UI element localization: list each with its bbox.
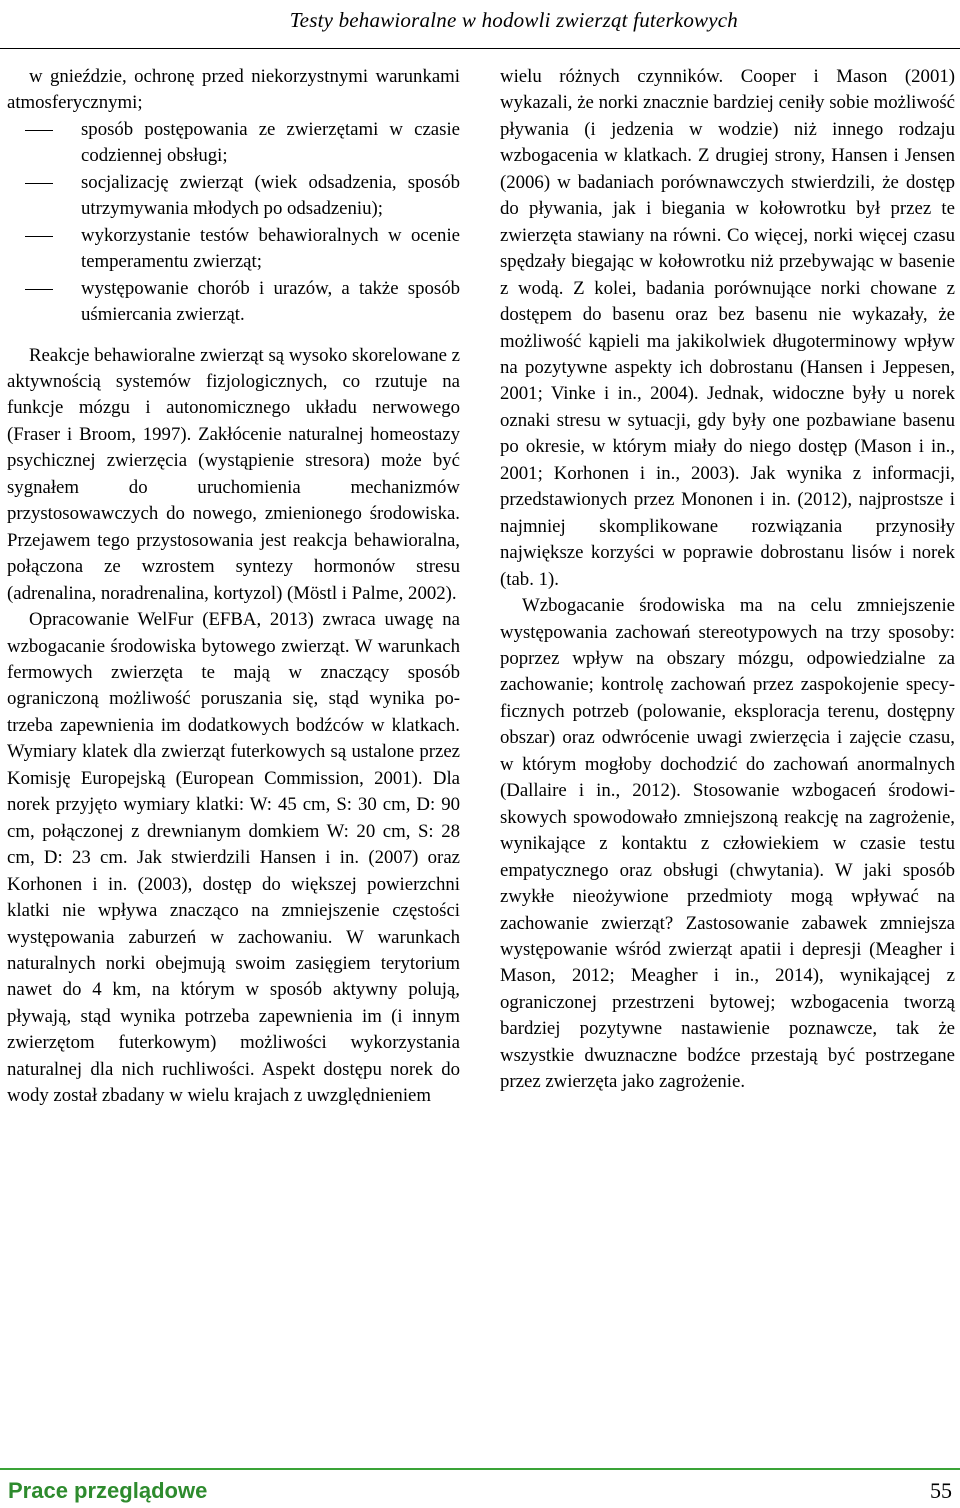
- bullet-list: [7, 117, 460, 329]
- left-column: [7, 64, 460, 1110]
- paragraph: wielu różnych czynników. Cooper i Mason (2001) wykazali, że norki znacznie bardziej ceniły sobie możliwość pływania (i jedzenia w wodzie) niż innego rodzaju wzbogacenia w klatkach. Z drugiej strony, Hansen i Jensen (2006) w badaniach porównawczych stwierdzili, że dostęp do pływania, jak i biegania w kołowrotku był przez te zwierzęta stawiany na równi. Co więcej, norki więcej czasu spędzały biegając w kołowrotku niż przebywając w basenie z wodą. Z kolei, badania porównujące norki chowane z dostępem do basenu oraz bez basenu nie wykazały, że możliwość kąpieli ma jakikolwiek długoterminowy wpływ na pozytywne aspekty ich dobrostanu (Hansen i Jeppesen, 2001; Vinke i in., 2004). Jednak, widoczne były u norek oznaki stresu w sytuacji, gdy były one pozbawiane basenu po okresie, w którym miały do niego dostęp (Mason i in., 2001; Korhonen i in., 2003). Jak wynika z informacji, przedstawionych przez Mononen i in. (2012), najprostsze i najmniej skomplikowane rozwiązania przynosiły największe korzyści w poprawie dobrostanu lisów i norek (tab. 1).: [500, 66, 955, 590]
- bullet-item: występowanie chorób i urazów, a także sposób uśmiercania zwierząt.: [81, 276, 460, 329]
- right-column: [500, 64, 955, 1096]
- paragraph: Reakcje behawioralne zwierząt są wysoko skorelowane z aktywnością systemów fizjologicznych, co rzutuje na funkcje mózgu i autonomicznego układu nerwowego (Fraser i Broom, 1997). Zakłócenie naturalnej homeostazy psychicznej zwierzęcia (wystąpienie stresora) może być sygnałem do uruchomienia mechanizmów przystosowawczych do nowego, zmienionego środowiska. Przejawem tego przystosowania jest reakcja behawioralna, połączona ze wzrostem syntezy hormonów stresu (adrenalina, noradrenalina, kortyzol) (Möstl i Palme, 2002).: [7, 344, 460, 604]
- section-label: Prace przeglądowe: [8, 1478, 208, 1503]
- bullet-continuation: w gnieździe, ochronę przed niekorzystnymi warunkami atmosferycznymi;: [7, 66, 460, 114]
- bullet-item: sposób postępowania ze zwierzętami w czasie codziennej obsługi;: [81, 117, 460, 170]
- bullet-item: wykorzystanie testów behawioralnych w ocenie temperamentu zwierząt;: [81, 223, 460, 276]
- journal-article-title: Testy behawioralne w hodowli zwierząt futerkowych: [289, 8, 738, 32]
- bullet-item: socjalizację zwierząt (wiek odsadzenia, sposób utrzymywania młodych po odsadzeniu);: [81, 170, 460, 223]
- paragraph: Wzbogacanie środowiska ma na celu zmniejszenie występowania zachowań stereotypowych na trzy sposoby: poprzez wpływ na obszary mózgu, odpowiedzialne za zachowanie; kontrolę zachowań przez zaspokojenie specyficznych potrzeb (polowanie, eksploracja terenu, dostępny obszar) oraz odwrócenie uwagi zwierzęcia i zajęcie czasu, w którym mogłoby dochodzić do zachowań anormalnych (Dallaire i in., 2012). Stosowanie wzbogaceń środowiskowych spowodowało zmniejszoną reakcję na zagrożenie, wynikające z kontaktu z człowiekiem w czasie testu empatycznego oraz obsługi (chwytania). W jaki sposób zwykłe nieożywione przedmioty mogą wpływać na zachowanie zwierząt? Zastosowanie zabawek zmniejsza występowanie wśród zwierząt apatii i depresji (Meagher i Mason, 2012; Meagher i in., 2014), wynikającej z ograniczonej przestrzeni bytowej; wzbogacenia tworzą bardziej pozytywne nastawienie poznawcze, tak że wszystkie dwuznaczne bodźce przestają być postrzegane przez zwierzęta jako zagrożenie.: [500, 595, 955, 1093]
- running-header: [0, 0, 960, 49]
- paragraph: Opracowanie WelFur (EFBA, 2013) zwraca uwagę na wzbogacanie środowiska bytowego zwierząt. W warunkach fermowych zwierzęta te mają w znaczący sposób ograniczoną możliwość poruszania się, stąd wynika potrzeba zapewnienia im dodatkowych bodźców w klatkach. Wymiary klatek dla zwierząt futerkowych są ustalone przez Komisję Europejską (European Commission, 2001). Dla norek przyjęto wymiary klatki: W: 45 cm, S: 30 cm, D: 90 cm, połączonej z drewnianym domkiem W: 20 cm, S: 28 cm, D: 23 cm. Jak stwierdzili Hansen i in. (2007) oraz Korhonen i in. (2003), dostęp do większej powierzchni klatki nie wpływa znacząco na zmniejszenie częstości występowania zaburzeń w zachowaniu. W warunkach naturalnych norki obejmują swoim zasięgiem terytorium nawet do 4 km, na którym w sposób aktywny polują, pływają, stąd wynika potrzeba zapewnienia im (i innym zwierzętom futerkowym) możliwości wykorzystania naturalnej dla nich ruchliwości. Aspekt dostępu norek do wody został zbadany w wielu krajach z uwzględnieniem: [7, 609, 460, 1107]
- page-number: 55: [930, 1478, 952, 1503]
- page-footer: [0, 1468, 960, 1508]
